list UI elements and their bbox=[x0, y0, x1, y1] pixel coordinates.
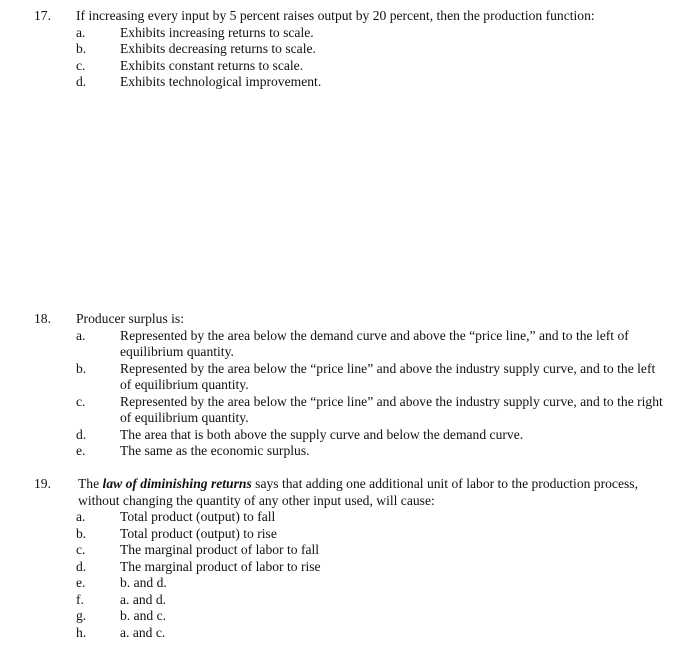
stem-text-before: The bbox=[78, 476, 103, 491]
question-stem: If increasing every input by 5 percent raises output by 20 percent, then the production function: bbox=[76, 8, 595, 23]
option-letter: b. bbox=[76, 360, 87, 376]
option-letter: d. bbox=[76, 558, 87, 574]
stem-text-after: says that adding one additional unit of labor to the production process, without changing the quantity of any other input used, will cause: bbox=[78, 476, 638, 508]
option-text: Represented by the area below the “price line” and above the industry supply curve, and to the left of equilibrium quantity. bbox=[120, 360, 656, 392]
option-text: The marginal product of labor to fall bbox=[120, 542, 320, 557]
option-list bbox=[0, 25, 700, 91]
option-letter: c. bbox=[76, 393, 86, 409]
option-h bbox=[0, 625, 700, 642]
option-a bbox=[0, 509, 700, 526]
option-letter: f. bbox=[76, 591, 84, 607]
question-number: 18. bbox=[34, 311, 51, 326]
option-text: Total product (output) to fall bbox=[120, 509, 276, 524]
option-d bbox=[0, 74, 700, 91]
option-c bbox=[0, 58, 700, 75]
option-e bbox=[0, 575, 700, 592]
option-text: Represented by the area below the demand curve and above the “price line,” and to the left of equilibrium quantity. bbox=[120, 327, 629, 359]
question-stem: Producer surplus is: bbox=[76, 311, 184, 326]
option-letter: g. bbox=[76, 608, 87, 623]
option-text: a. and c. bbox=[120, 624, 166, 640]
option-letter: h. bbox=[76, 624, 87, 640]
option-letter: a. bbox=[76, 327, 86, 343]
option-d bbox=[0, 559, 700, 576]
option-letter: b. bbox=[76, 41, 87, 56]
stem-emphasis: law of diminishing returns bbox=[102, 476, 252, 491]
option-letter: e. bbox=[76, 575, 86, 590]
option-text: The area that is both above the supply curve and below the demand curve. bbox=[120, 426, 524, 442]
option-d bbox=[0, 427, 700, 444]
option-letter: e. bbox=[76, 443, 86, 458]
option-a bbox=[0, 328, 700, 361]
option-text: Exhibits technological improvement. bbox=[120, 74, 322, 89]
option-b bbox=[0, 526, 700, 543]
option-text: a. and d. bbox=[120, 591, 167, 607]
option-text: The same as the economic surplus. bbox=[120, 443, 310, 458]
option-text: Represented by the area below the “price line” and above the industry supply curve, and to the right of equilibrium quantity. bbox=[120, 393, 663, 425]
option-g bbox=[0, 608, 700, 625]
option-letter: a. bbox=[76, 24, 86, 40]
option-letter: d. bbox=[76, 426, 87, 442]
option-text: The marginal product of labor to rise bbox=[120, 558, 321, 574]
option-b bbox=[0, 41, 700, 58]
option-list bbox=[0, 328, 700, 460]
option-text: Total product (output) to rise bbox=[120, 525, 277, 541]
option-letter: c. bbox=[76, 57, 86, 73]
option-b bbox=[0, 361, 700, 394]
option-letter: d. bbox=[76, 74, 87, 89]
option-text: Exhibits increasing returns to scale. bbox=[120, 24, 314, 40]
option-f bbox=[0, 592, 700, 609]
option-text: b. and c. bbox=[120, 608, 167, 623]
option-text: b. and d. bbox=[120, 575, 167, 590]
option-c bbox=[0, 542, 700, 559]
option-list bbox=[0, 509, 700, 641]
option-text: Exhibits decreasing returns to scale. bbox=[120, 41, 316, 56]
option-a bbox=[0, 25, 700, 42]
question-number: 17. bbox=[34, 8, 51, 23]
option-c bbox=[0, 394, 700, 427]
option-text: Exhibits constant returns to scale. bbox=[120, 57, 304, 73]
option-letter: b. bbox=[76, 525, 87, 541]
question-stem bbox=[78, 476, 678, 509]
option-letter: a. bbox=[76, 509, 86, 524]
option-letter: c. bbox=[76, 542, 86, 557]
option-e bbox=[0, 443, 700, 460]
question-number: 19. bbox=[34, 476, 51, 491]
